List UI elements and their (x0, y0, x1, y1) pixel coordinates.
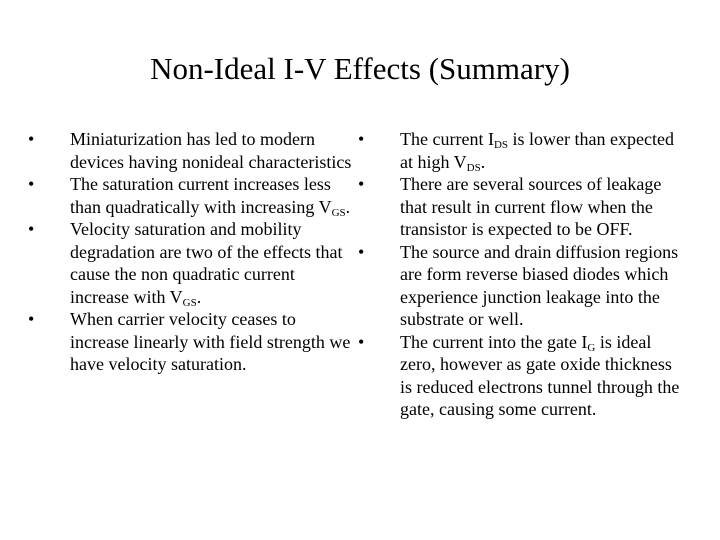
bullet-dot: • (358, 241, 365, 262)
left-bullet-2-end: . (345, 196, 351, 217)
right-bullet-1 (358, 128, 683, 173)
right-bullet-3-text: The source and drain diffusion regions are form reverse biased diodes which experience junction leakage into the substrate or well. (400, 241, 679, 329)
subscript-gs: GS (182, 296, 197, 309)
left-bullet-2-text: The saturation current increases less than quadratically with increasing V (70, 174, 332, 217)
bullet-dot: • (28, 174, 35, 194)
right-bullet-2 (358, 173, 683, 241)
bullet-dot: • (28, 129, 35, 149)
right-bullet-1-text-a: The current I (400, 129, 494, 149)
slide-title: Non-Ideal I-V Effects (Summary) (150, 51, 570, 86)
left-bullet-3-text: Velocity saturation and mobility degradation are two of the effects that cause the non quadratic current increase with V (70, 219, 343, 307)
bullet-dot: • (28, 309, 35, 329)
right-column (358, 128, 683, 421)
left-bullet-1-text: Miniaturization has led to modern devices having nonideal characteristics (70, 129, 352, 172)
left-bullet-3-end: . (196, 286, 202, 307)
left-bullet-4 (28, 308, 353, 376)
bullet-dot: • (28, 219, 35, 239)
right-bullet-4-text-a: The current into the gate I (400, 331, 588, 352)
subscript-ds: DS (466, 161, 481, 174)
left-bullet-4-text: When carrier velocity ceases to increase linearly with field strength we have velocity saturation. (70, 309, 351, 374)
right-bullet-3 (358, 241, 683, 331)
right-bullet-4-text-b: is ideal zero, however as gate oxide thickness is reduced electrons tunnel through the gate, causing some current. (400, 331, 680, 419)
subscript-gs: GS (331, 206, 346, 219)
right-bullet-1-end: . (480, 151, 486, 172)
right-bullet-1-text-b: is lower than expected at high V (400, 129, 674, 172)
bullet-dot: • (358, 129, 365, 149)
subscript-ds: DS (493, 139, 509, 151)
left-bullet-2 (28, 173, 353, 218)
bullet-dot: • (358, 331, 365, 352)
left-bullet-3 (28, 218, 353, 308)
left-bullet-1 (28, 128, 353, 173)
bullet-dot: • (358, 174, 365, 194)
right-bullet-4 (358, 331, 683, 421)
right-bullet-2-text: There are several sources of leakage that result in current flow when the transistor is expected to be OFF. (400, 174, 662, 239)
left-column (28, 128, 353, 376)
subscript-g: G (587, 341, 596, 354)
